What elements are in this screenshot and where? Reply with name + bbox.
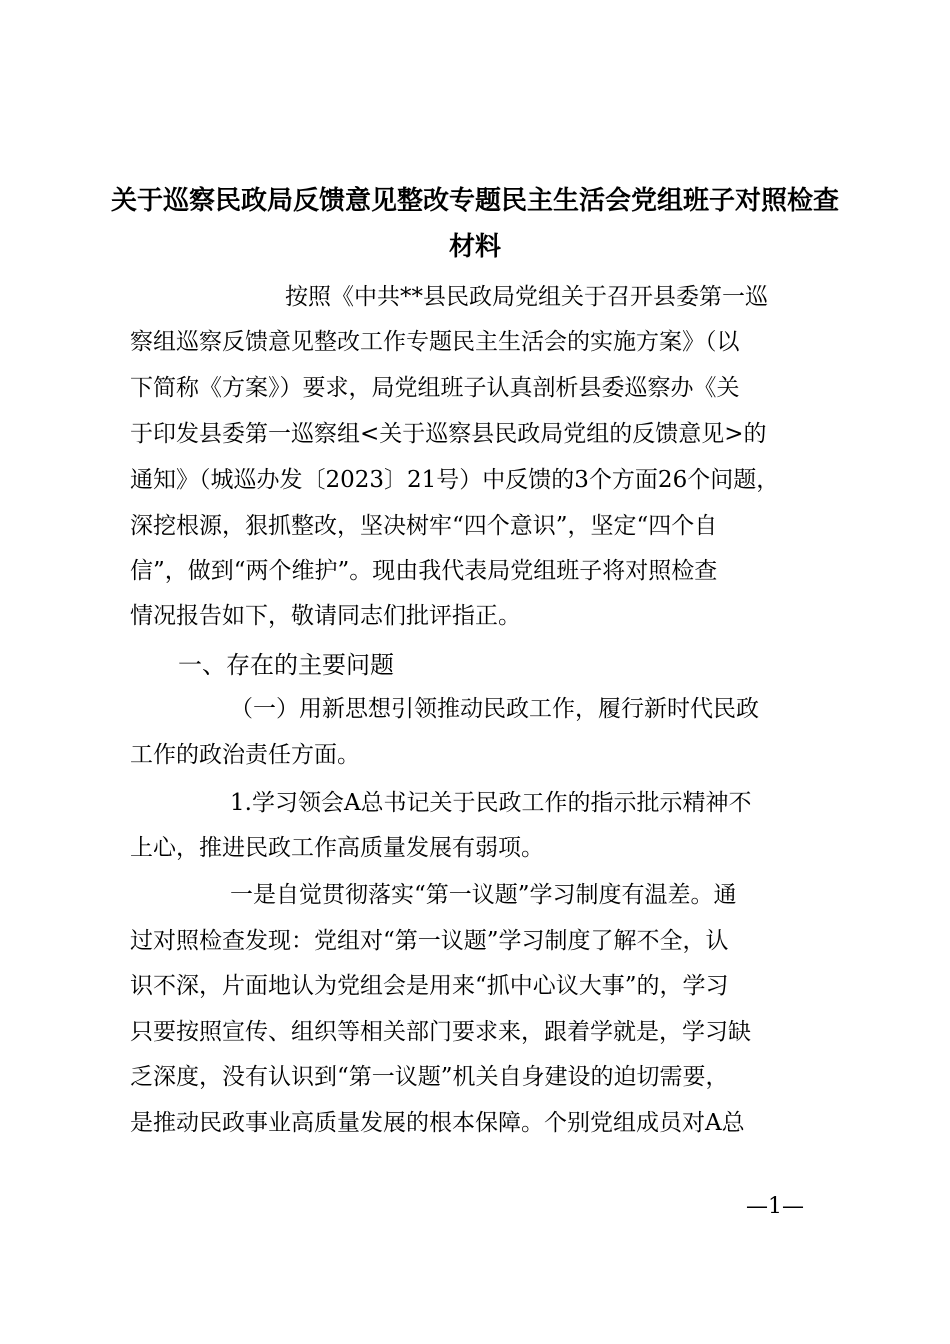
intro-line: 下简称《方案》）要求，局党组班子认真剖析县委巡察办《关	[130, 375, 740, 401]
item-line: 上心，推进民政工作高质量发展有弱项。	[130, 835, 544, 861]
document-title-line-2: 材料	[448, 232, 501, 262]
document-title-line-1: 关于巡察民政局反馈意见整改专题民主生活会党组班子对照检查	[110, 186, 839, 216]
point-line: 过对照检查发现：党组对“第一议题”学习制度了解不全，认	[130, 928, 729, 954]
subsection-line: 工作的政治责任方面。	[130, 742, 360, 768]
point-line: 是推动民政事业高质量发展的根本保障。个别党组成员对A总	[130, 1110, 745, 1136]
page-number: —1—	[746, 1194, 804, 1219]
section-heading: 一、存在的主要问题	[178, 651, 394, 679]
intro-line: 信”，做到“两个维护”。现由我代表局党组班子将对照检查	[130, 558, 718, 584]
intro-line: 察组巡察反馈意见整改工作专题民主生活会的实施方案》（以	[130, 329, 740, 355]
item-line: 1.学习领会A总书记关于民政工作的指示批示精神不	[230, 790, 752, 816]
intro-line: 于印发县委第一巡察组<关于巡察县民政局党组的反馈意见>的	[130, 421, 767, 447]
intro-line: 深挖根源，狠抓整改，坚决树牢“四个意识”，坚定“四个自	[130, 513, 718, 539]
intro-line: 按照《中共**县民政局党组关于召开县委第一巡	[285, 284, 768, 310]
point-line: 乏深度，没有认识到“第一议题”机关自身建设的迫切需要，	[130, 1064, 729, 1090]
point-line: 识不深，片面地认为党组会是用来“抓中心议大事”的，学习	[130, 973, 729, 999]
point-line: 只要按照宣传、组织等相关部门要求来，跟着学就是，学习缺	[130, 1019, 751, 1045]
intro-line: 情况报告如下，敬请同志们批评指正。	[130, 603, 521, 629]
point-line: 一是自觉贯彻落实“第一议题”学习制度有温差。通	[230, 882, 737, 908]
intro-line: 通知》（城巡办发〔2023〕21号）中反馈的3个方面26个问题，	[130, 467, 780, 493]
subsection-line: （一）用新思想引领推动民政工作，履行新时代民政	[230, 696, 759, 722]
